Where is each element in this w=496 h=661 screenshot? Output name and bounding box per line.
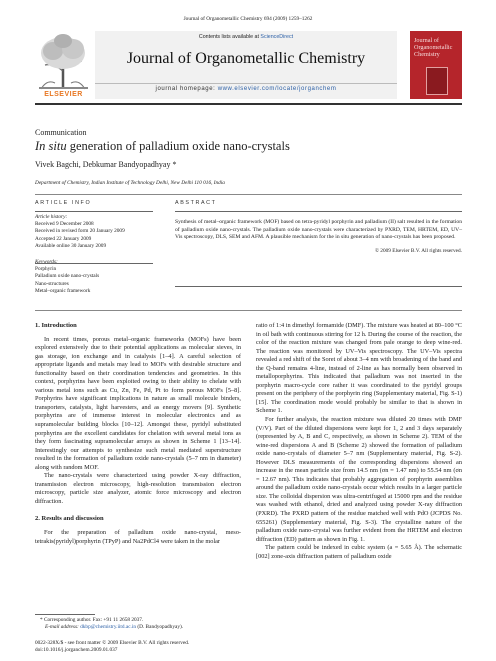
elsevier-tree-icon xyxy=(35,31,92,91)
footer xyxy=(35,640,295,654)
sciencedirect-link[interactable]: ScienceDirect xyxy=(260,34,294,40)
email-label: E-mail address: xyxy=(45,624,81,631)
footnotes xyxy=(35,617,241,631)
masthead-center xyxy=(95,31,397,99)
keyword-item: Nano-structures xyxy=(35,280,69,287)
body-paragraph: ratio of 1:4 in dimethyl formamide (DMF). The mixture was heated at 80–100 °C in oil bath with continuous stirring for 12 h. During the course of the reaction, the color of the reaction mixture was changed from pale orange to deep wine-red. The reaction was monitored by UV–Vis spectroscopy. The UV–Vis spectra revealed a red shift of the Soret of about 3–4 nm with broadening of the band and the Q-band remains 4-line, instead of 2-line as has normally been observed in metalloporphyrins. This indicated that palladium was not inserted in the porphyrin macro-cycle core rather it was coordinated to the pyridyl groups present on the periphery of the porphyrin ring (Supplementary material, Fig. S-1) [15]. The coordination mode would probably be similar to that is shown in Scheme 1. xyxy=(256,322,462,415)
copyright: © 2009 Elsevier B.V. All rights reserved. xyxy=(374,247,462,254)
journal-title: Journal of Organometallic Chemistry xyxy=(126,50,366,67)
history-item: Available online 30 January 2009 xyxy=(35,242,107,249)
abstract-heading: ABSTRACT xyxy=(175,200,217,206)
journal-cover xyxy=(410,31,462,99)
footnote-rule xyxy=(35,614,95,615)
abstract xyxy=(175,200,462,255)
right-column xyxy=(256,322,462,561)
cover-graphic xyxy=(426,67,448,95)
results-heading: 2. Results and discussion xyxy=(35,515,104,523)
email-suffix: (D. Bandyopadhyay). xyxy=(136,624,184,631)
homepage-link[interactable]: www.elsevier.com/locate/jorganchem xyxy=(217,86,337,92)
contents-line xyxy=(95,34,397,41)
footer-issn: 0022-328X/$ - see front matter © 2009 Elsevier B.V. All rights reserved. xyxy=(35,640,190,646)
abstract-bottom-rule xyxy=(175,286,462,287)
intro-paragraph: In recent times, porous metal–organic frameworks (MOFs) have been explored extensively due to their potential applications as molecular sieves, in gas storage, ion exchange and in catalysis [1–4]. A careful selection of appropriate ligands and metals may lead to MOFs with desirable structure and functionality based on their coordination tendencies and geometries. In this context, porphyrins have been exploited owing to their ability to chelate with various metal ions such as Cu, Zn, Fe, Pd, Pt to form porous MOFs [5–8]. Porphyrins have significant implications in nature as small molecule binders, transporters, catalysts, light harvesters, and as energy movers [9]. Synthetic porphyrins are of immense interest in molecular electronics and as supramolecular building blocks [10–12]. Amongst these, pyridyl substituted porphyrins are the excellent candidates for chelation with several metal ions as they form fascinating supramolecular arrays as shown in Scheme 1 [13–14]. Interestingly our attempts to synthesize such metal mediated superstructure resulted in the formation of palladium oxide nano-crystals (5–7 nm in diameter) along with random MOF. xyxy=(35,335,241,471)
history-item: Received 9 December 2008 xyxy=(35,221,94,228)
keywords-list xyxy=(35,266,153,295)
article-title-italic: In situ xyxy=(35,139,67,153)
masthead-divider xyxy=(95,83,397,84)
footnote-email-line xyxy=(35,624,241,631)
body-paragraph: The pattern could be indexed in cubic system (a = 5.65 Å). The schematic [002] zone-axis diffraction pattern of palladium oxide xyxy=(256,544,462,560)
history-item: Received in revised form 20 January 2009 xyxy=(35,228,125,235)
contents-prefix: Contents lists available at xyxy=(198,34,261,40)
masthead xyxy=(35,31,462,99)
homepage-line xyxy=(95,86,397,92)
abstract-rule xyxy=(175,211,462,212)
article-type: Communication xyxy=(35,128,87,137)
article-info-heading: ARTICLE INFO xyxy=(35,200,92,206)
homepage-prefix: journal homepage: xyxy=(155,86,218,92)
running-header: Journal of Organometallic Chemistry 694 (2009) 1259–1262 xyxy=(183,16,313,22)
abstract-text: Synthesis of metal–organic framework (MOF) based on tetra-pyridyl porphyrin and palladium (II) salt resulted in the formation of palladium oxide nano-crystals. The palladium oxide nano-crystals were characterized by PXRD, TEM, HRTEM, ED, UV–Vis spectroscopy, DLS, SEM and AFM. A plausible mechanism for the in situ generation of nano-crystals has been proposed. xyxy=(175,219,462,241)
body-paragraph: For further analysis, the reaction mixture was diluted 20 times with DMF (V/V). Part of the diluted dispersions were kept for 1, 2 and 3 days separately (represented by A, B and C, respectively, as shown in Scheme 2). TEM of the wine-red dispersions A and B (Scheme 2) showed the formation of palladium oxide nano-crystals of diameter 5–7 nm (Supplementary material, Fig. S-2). However DLS measurements of the corresponding dispersions showed an increase in the mean particle size from 14.5 nm (σn = 1.47 nm) to 55.54 nm (σn = 12.67 nm). This indicates that probably aggregation of porphyrin assemblies around the palladium oxide nano-crystals occur which results in a larger particle size. The colloidal dispersion was ultra-centrifuged at 15000 rpm and the residue was washed with ethanol, dried and analyzed using powder X-ray diffraction (PXRD). The PXRD pattern of the residue matched well with PdO (JCPDS No. 655261) (Supplementary material, Fig. S-3). The crystalline nature of the palladium oxide nano-crystal was further evident from the HRTEM and electron diffraction (ED) pattern as shown in Fig. 1. xyxy=(256,416,462,543)
front-matter-rule xyxy=(35,310,462,311)
article-info-rule xyxy=(35,211,153,212)
elsevier-logo-text: ELSEVIER xyxy=(44,91,83,98)
article-title xyxy=(35,138,290,154)
history-list xyxy=(35,221,153,250)
elsevier-logo xyxy=(35,31,92,99)
header-rule xyxy=(35,194,462,195)
article-info xyxy=(35,200,153,295)
authors: Vivek Bagchi, Debkumar Bandyopadhyay * xyxy=(35,160,177,169)
footnote-corresponding: * Corresponding author. Fax: +91 11 2658 2037. xyxy=(40,617,144,623)
keywords-rule xyxy=(35,263,153,264)
masthead-rule xyxy=(35,103,462,105)
keyword-item: Metal–organic framework xyxy=(35,287,91,294)
left-column xyxy=(35,322,241,546)
intro-paragraph: The nano-crystals were characterized using powder X-ray diffraction, transmission electron microscopy, high-resolution transmission electron microscopy, particle size analyzer, atomic force microscopy and electron diffraction. xyxy=(35,472,241,505)
cover-title: Journal of Organometallic Chemistry xyxy=(414,37,453,58)
history-item: Accepted 22 January 2009 xyxy=(35,235,92,242)
introduction-heading: 1. Introduction xyxy=(35,322,77,329)
history-label: Article history: xyxy=(35,214,68,220)
affiliation: Department of Chemistry, Indian Institute of Technology Delhi, New Delhi 110 016, India xyxy=(35,180,225,186)
results-paragraph: For the preparation of palladium oxide nano-crystal, meso-tetrakis(pyridyl)porphyrin (TPyP) and Na2PdCl4 were taken in the molar xyxy=(35,529,241,545)
article-title-rest: generation of palladium oxide nano-crystals xyxy=(66,139,290,153)
footer-doi: doi:10.1016/j.jorganchem.2009.01.037 xyxy=(35,647,118,654)
keywords-label: Keywords: xyxy=(35,259,58,266)
email-link[interactable]: dkbp@chemistry.iitd.ac.in xyxy=(80,624,136,631)
keyword-item: Porphyrin xyxy=(35,266,57,273)
keyword-item: Palladium oxide nano-crystals xyxy=(35,273,100,280)
